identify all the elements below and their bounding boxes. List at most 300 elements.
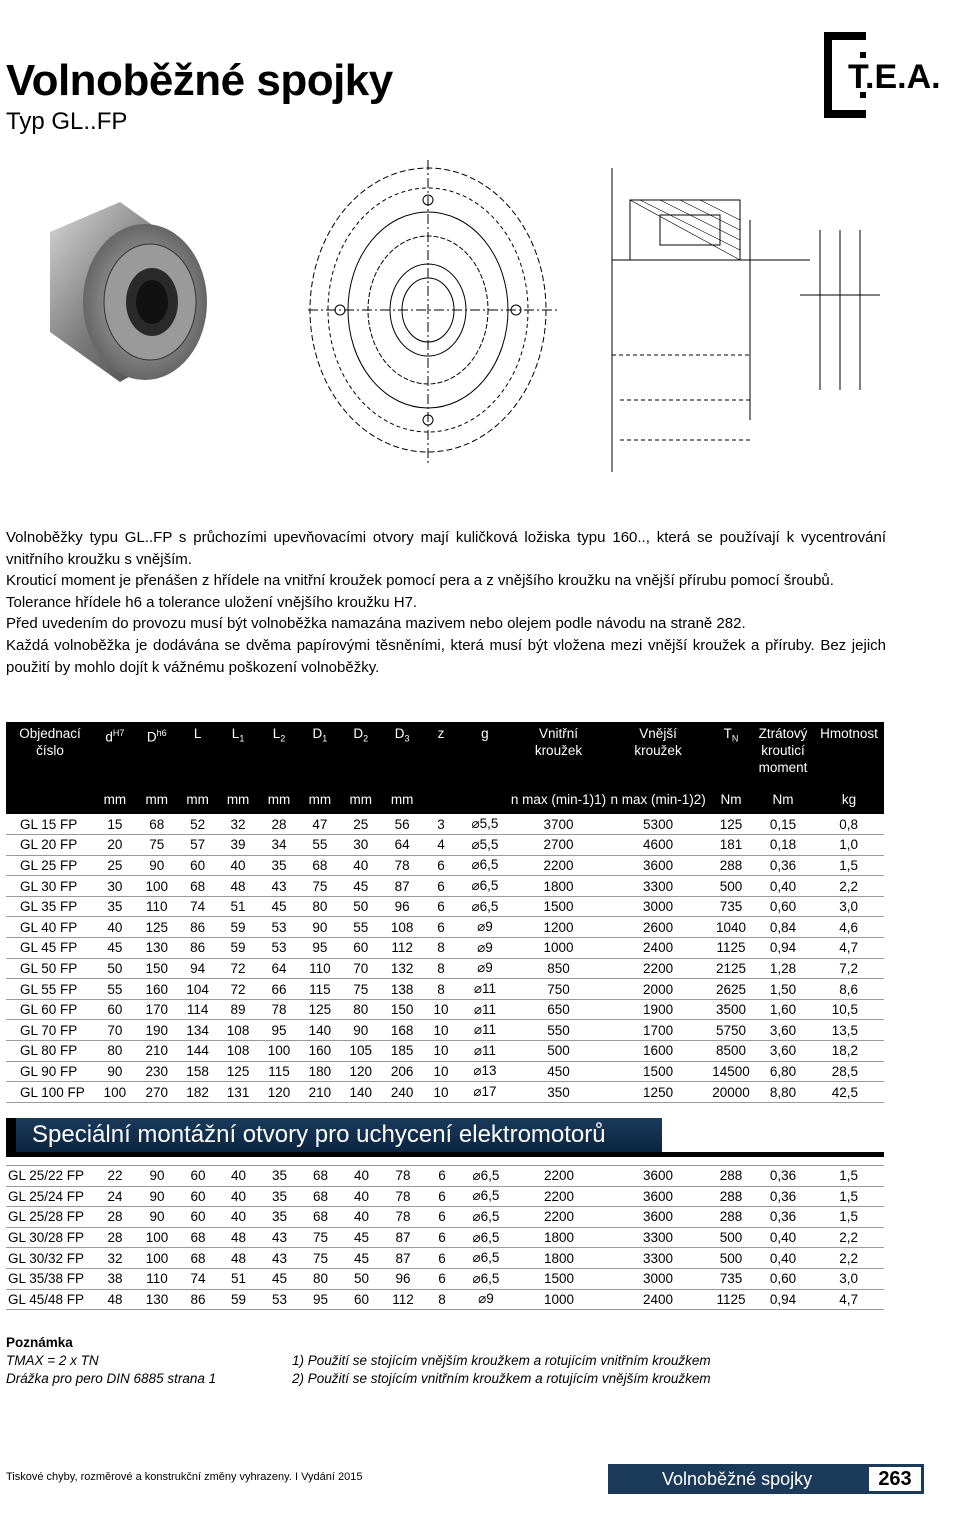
order-number-cell: GL 60 FP xyxy=(6,999,94,1020)
table-cell: 0,8 xyxy=(814,814,884,835)
table-cell: 75 xyxy=(136,835,178,856)
table-cell: 1125 xyxy=(710,1289,752,1310)
table-cell: 80 xyxy=(340,999,381,1020)
table-cell: 35 xyxy=(259,1166,300,1187)
table-cell: 2400 xyxy=(606,938,710,959)
table-cell: 40 xyxy=(94,917,136,938)
table-cell: 1,5 xyxy=(814,1207,884,1228)
special-table-row xyxy=(6,1289,884,1310)
order-number-cell: GL 100 FP xyxy=(6,1082,94,1103)
table-cell: 4,7 xyxy=(814,1289,884,1310)
logo-text: T.E.A. xyxy=(848,58,941,96)
table-cell: 210 xyxy=(136,1041,178,1062)
table-cell: ⌀6,5 xyxy=(460,1166,512,1187)
table-cell: 72 xyxy=(218,979,259,1000)
table-cell: 0,60 xyxy=(752,896,814,917)
table-cell: 40 xyxy=(218,1207,259,1228)
description-paragraph: Před uvedením do provozu musí být volnoběžka namazána mazivem nebo olejem podle návodu na straně 282. xyxy=(6,615,746,633)
order-number-cell: GL 80 FP xyxy=(6,1041,94,1062)
product-photo xyxy=(40,192,215,392)
table-cell: ⌀9 xyxy=(460,1289,512,1310)
table-cell: 78 xyxy=(382,1207,424,1228)
table-cell: 288 xyxy=(710,1166,752,1187)
order-number-cell: GL 20 FP xyxy=(6,835,94,856)
table-cell: 8 xyxy=(424,1289,460,1310)
table-cell: 80 xyxy=(94,1041,136,1062)
table-cell: 53 xyxy=(259,1289,300,1310)
table-cell: 78 xyxy=(381,855,423,876)
table-cell: 55 xyxy=(299,835,340,856)
header-D: $D^{h6}$ xyxy=(136,722,178,776)
table-cell: 150 xyxy=(381,999,423,1020)
table-cell: 100 xyxy=(94,1082,136,1103)
table-cell: 1,60 xyxy=(752,999,814,1020)
order-number-cell: GL 15 FP xyxy=(6,814,94,835)
table-cell: 206 xyxy=(381,1061,423,1082)
table-cell: 1800 xyxy=(512,1248,606,1269)
special-table-row xyxy=(6,1268,884,1289)
special-section-header xyxy=(6,1118,662,1152)
table-cell: 131 xyxy=(218,1082,259,1103)
table-cell: ⌀9 xyxy=(459,917,511,938)
footnote: 2) Použití se stojícím vnitřním kroužkem a rotujícím vnějším kroužkem xyxy=(292,1371,711,1386)
table-cell: 0,94 xyxy=(752,938,814,959)
table-cell: 70 xyxy=(340,958,381,979)
table-cell: 6 xyxy=(424,1227,460,1248)
table-cell: ⌀6,5 xyxy=(459,896,511,917)
unit-mm: mm xyxy=(178,776,218,814)
table-cell: 90 xyxy=(136,1207,178,1228)
table-cell: 1,50 xyxy=(752,979,814,1000)
table-cell: 0,36 xyxy=(752,1166,814,1187)
table-cell: 6 xyxy=(423,917,459,938)
table-cell: 42,5 xyxy=(814,1082,884,1103)
table-row xyxy=(6,1061,884,1082)
header-inner-ring: Vnitřní kroužek xyxy=(511,722,606,776)
table-cell: 2200 xyxy=(606,958,710,979)
table-cell: 52 xyxy=(178,814,218,835)
table-cell: 75 xyxy=(340,979,381,1000)
order-number-cell: GL 45/48 FP xyxy=(6,1289,94,1310)
table-cell: 55 xyxy=(94,979,136,1000)
header-mass: Hmotnost xyxy=(814,722,884,776)
table-cell: 78 xyxy=(382,1166,424,1187)
table-cell: 3,0 xyxy=(814,896,884,917)
table-cell: ⌀9 xyxy=(459,958,511,979)
table-cell: 0,84 xyxy=(752,917,814,938)
table-cell: 2625 xyxy=(710,979,752,1000)
table-cell: ⌀17 xyxy=(459,1082,511,1103)
table-cell: 125 xyxy=(299,999,340,1020)
table-cell: 86 xyxy=(178,917,218,938)
table-cell: 7,2 xyxy=(814,958,884,979)
table-cell: 134 xyxy=(178,1020,218,1041)
footnote: 1) Použití se stojícím vnějším kroužkem a rotujícím vnitřním kroužkem xyxy=(292,1353,711,1368)
table-row xyxy=(6,958,884,979)
table-cell: 50 xyxy=(340,896,381,917)
table-cell: 13,5 xyxy=(814,1020,884,1041)
table-cell: 60 xyxy=(178,1186,218,1207)
table-cell: ⌀6,5 xyxy=(460,1268,512,1289)
table-cell: 170 xyxy=(136,999,178,1020)
table-cell: 40 xyxy=(341,1166,382,1187)
table-row xyxy=(6,917,884,938)
table-cell: 1800 xyxy=(512,1227,606,1248)
order-number-cell: GL 70 FP xyxy=(6,1020,94,1041)
footer-section-box xyxy=(608,1464,924,1494)
table-cell: 6 xyxy=(423,876,459,897)
table-cell: 4 xyxy=(423,835,459,856)
table-cell: 94 xyxy=(178,958,218,979)
table-cell: 105 xyxy=(340,1041,381,1062)
table-cell: 0,36 xyxy=(752,1207,814,1228)
table-cell: 87 xyxy=(382,1227,424,1248)
footer-disclaimer: Tiskové chyby, rozměrové a konstrukční změny vyhrazeny. I Vydání 2015 xyxy=(6,1471,363,1483)
order-number-cell: GL 30 FP xyxy=(6,876,94,897)
table-cell: 3000 xyxy=(606,1268,710,1289)
table-cell: 8500 xyxy=(710,1041,752,1062)
table-cell: 288 xyxy=(710,1186,752,1207)
table-cell: 0,15 xyxy=(752,814,814,835)
table-cell: 48 xyxy=(218,1248,259,1269)
table-cell: 87 xyxy=(382,1248,424,1269)
table-cell: ⌀13 xyxy=(459,1061,511,1082)
table-cell: 48 xyxy=(218,876,259,897)
table-cell: 10 xyxy=(423,999,459,1020)
table-cell: ⌀6,5 xyxy=(460,1227,512,1248)
table-cell: 1200 xyxy=(511,917,606,938)
header-TN: $T_N$ xyxy=(710,722,752,776)
table-row xyxy=(6,896,884,917)
table-cell: 3300 xyxy=(606,876,710,897)
table-cell: 35 xyxy=(94,896,136,917)
table-cell: 68 xyxy=(300,1207,341,1228)
header-g: g xyxy=(459,722,511,776)
table-cell: 6 xyxy=(424,1268,460,1289)
table-cell: 210 xyxy=(299,1082,340,1103)
table-cell: 110 xyxy=(136,1268,178,1289)
table-cell: 6 xyxy=(423,855,459,876)
table-cell: 38 xyxy=(94,1268,136,1289)
table-cell: 3300 xyxy=(606,1248,710,1269)
table-cell: 68 xyxy=(136,814,178,835)
table-cell: 28 xyxy=(94,1207,136,1228)
table-cell: 0,40 xyxy=(752,1248,814,1269)
table-cell: ⌀6,5 xyxy=(459,855,511,876)
table-cell: 160 xyxy=(136,979,178,1000)
table-cell: 51 xyxy=(218,896,259,917)
table-cell: 288 xyxy=(710,1207,752,1228)
order-number-cell: GL 25/24 FP xyxy=(6,1186,94,1207)
table-cell: 86 xyxy=(178,1289,218,1310)
section-view-drawing xyxy=(600,160,885,478)
table-cell: 6,80 xyxy=(752,1061,814,1082)
unit-mm: mm xyxy=(299,776,340,814)
table-cell: 132 xyxy=(381,958,423,979)
unit-mm: mm xyxy=(218,776,259,814)
description-paragraph: Krouticí moment je přenášen z hřídele na vnitřní kroužek pomocí pera a z vnějšího kroužku na vnější přírubu pomocí šroubů. xyxy=(6,572,834,590)
header-d: $d^{H7}$ xyxy=(94,722,136,776)
table-cell: 86 xyxy=(178,938,218,959)
table-cell: ⌀6,5 xyxy=(460,1248,512,1269)
table-cell: 60 xyxy=(340,938,381,959)
table-row xyxy=(6,876,884,897)
page-title: Volnoběžné spojky xyxy=(6,56,393,105)
table-cell: 40 xyxy=(218,855,259,876)
header-z: z xyxy=(423,722,459,776)
table-cell: 90 xyxy=(299,917,340,938)
table-cell: 130 xyxy=(136,1289,178,1310)
table-cell: 240 xyxy=(381,1082,423,1103)
table-cell: 75 xyxy=(299,876,340,897)
table-cell: 120 xyxy=(340,1061,381,1082)
table-cell: 270 xyxy=(136,1082,178,1103)
table-cell: 2400 xyxy=(606,1289,710,1310)
table-row xyxy=(6,835,884,856)
table-cell: ⌀5,5 xyxy=(459,814,511,835)
table-cell: 1000 xyxy=(512,1289,606,1310)
table-cell: 1250 xyxy=(606,1082,710,1103)
table-cell: 6 xyxy=(423,896,459,917)
table-cell: ⌀6,5 xyxy=(460,1207,512,1228)
table-cell: 96 xyxy=(381,896,423,917)
order-number-cell: GL 35 FP xyxy=(6,896,94,917)
special-table-row xyxy=(6,1186,884,1207)
table-cell: 1500 xyxy=(512,1268,606,1289)
table-cell: 3600 xyxy=(606,1186,710,1207)
special-table-row xyxy=(6,1207,884,1228)
table-cell: 3500 xyxy=(710,999,752,1020)
table-cell: ⌀11 xyxy=(459,1041,511,1062)
table-cell: 108 xyxy=(218,1041,259,1062)
table-cell: 74 xyxy=(178,1268,218,1289)
special-table-row xyxy=(6,1166,884,1187)
table-cell: ⌀5,5 xyxy=(459,835,511,856)
header-loss-torque: Ztrátový krouticí moment xyxy=(752,722,814,776)
table-cell: 53 xyxy=(259,938,300,959)
table-cell: 50 xyxy=(341,1268,382,1289)
table-cell: 30 xyxy=(94,876,136,897)
table-cell: 550 xyxy=(511,1020,606,1041)
table-cell: 180 xyxy=(299,1061,340,1082)
table-cell: 59 xyxy=(218,917,259,938)
table-cell: 115 xyxy=(259,1061,300,1082)
table-cell: 100 xyxy=(136,1248,178,1269)
table-cell: 60 xyxy=(178,855,218,876)
table-cell: 45 xyxy=(94,938,136,959)
order-number-cell: GL 30/32 FP xyxy=(6,1248,94,1269)
table-cell: 56 xyxy=(381,814,423,835)
table-cell: 64 xyxy=(259,958,300,979)
table-cell: 48 xyxy=(94,1289,136,1310)
order-number-cell: GL 40 FP xyxy=(6,917,94,938)
order-number-cell: GL 25/22 FP xyxy=(6,1166,94,1187)
table-cell: 168 xyxy=(381,1020,423,1041)
table-cell: 3300 xyxy=(606,1227,710,1248)
table-cell: 32 xyxy=(94,1248,136,1269)
table-row xyxy=(6,1082,884,1103)
table-cell: 2200 xyxy=(511,855,606,876)
header-D1: $D_1$ xyxy=(299,722,340,776)
table-row xyxy=(6,1020,884,1041)
table-cell: 24 xyxy=(94,1186,136,1207)
table-cell: 500 xyxy=(710,1227,752,1248)
table-cell: 108 xyxy=(218,1020,259,1041)
table-cell: 158 xyxy=(178,1061,218,1082)
table-cell: 2200 xyxy=(512,1186,606,1207)
table-cell: 20000 xyxy=(710,1082,752,1103)
table-cell: 125 xyxy=(136,917,178,938)
table-cell: 500 xyxy=(511,1041,606,1062)
table-cell: 15 xyxy=(94,814,136,835)
unit-Nm: Nm xyxy=(710,776,752,814)
table-cell: 18,2 xyxy=(814,1041,884,1062)
table-cell: 34 xyxy=(259,835,300,856)
dimensions-table xyxy=(6,722,884,1103)
table-cell: 68 xyxy=(300,1166,341,1187)
page-number: 263 xyxy=(869,1467,921,1491)
table-cell: 45 xyxy=(259,896,300,917)
table-cell: 75 xyxy=(300,1227,341,1248)
tea-logo xyxy=(818,30,946,120)
table-cell: 100 xyxy=(136,1227,178,1248)
table-cell: 1,28 xyxy=(752,958,814,979)
table-cell: 59 xyxy=(218,1289,259,1310)
table-cell: 750 xyxy=(511,979,606,1000)
table-cell: 59 xyxy=(218,938,259,959)
table-cell: ⌀6,5 xyxy=(460,1186,512,1207)
special-table-row xyxy=(6,1227,884,1248)
order-number-cell: GL 25/28 FP xyxy=(6,1207,94,1228)
table-cell: 40 xyxy=(340,855,381,876)
table-cell: 90 xyxy=(94,1061,136,1082)
table-cell: 40 xyxy=(341,1186,382,1207)
table-cell: 40 xyxy=(218,1166,259,1187)
table-cell: 10 xyxy=(423,1041,459,1062)
table-cell: 95 xyxy=(300,1289,341,1310)
unit-nmax-inner: n max (min-1)1) xyxy=(511,776,606,814)
front-view-drawing xyxy=(308,160,566,468)
table-cell: 43 xyxy=(259,1248,300,1269)
table-cell: 3600 xyxy=(606,1207,710,1228)
page-subtitle: Typ GL..FP xyxy=(6,108,128,135)
header-L1: $L_1$ xyxy=(218,722,259,776)
divider xyxy=(6,1152,884,1157)
notes-heading: Poznámka xyxy=(6,1335,73,1350)
table-cell: 10,5 xyxy=(814,999,884,1020)
table-cell: 150 xyxy=(136,958,178,979)
table-cell: ⌀11 xyxy=(459,1020,511,1041)
table-cell: 8,80 xyxy=(752,1082,814,1103)
footnotes xyxy=(292,1352,711,1388)
order-number-cell: GL 45 FP xyxy=(6,938,94,959)
table-cell: 28 xyxy=(259,814,300,835)
table-cell: 95 xyxy=(259,1020,300,1041)
table-cell: 35 xyxy=(259,1207,300,1228)
table-cell: 104 xyxy=(178,979,218,1000)
table-cell: 25 xyxy=(94,855,136,876)
table-cell: 130 xyxy=(136,938,178,959)
table-cell: 43 xyxy=(259,876,300,897)
order-number-cell: GL 25 FP xyxy=(6,855,94,876)
table-cell: 3 xyxy=(423,814,459,835)
table-cell: 1500 xyxy=(606,1061,710,1082)
table-cell: 185 xyxy=(381,1041,423,1062)
unit-mm: mm xyxy=(259,776,300,814)
table-cell: 0,40 xyxy=(752,1227,814,1248)
table-cell: 181 xyxy=(710,835,752,856)
table-cell: 5300 xyxy=(606,814,710,835)
order-number-cell: GL 50 FP xyxy=(6,958,94,979)
table-row xyxy=(6,855,884,876)
table-cell: 57 xyxy=(178,835,218,856)
table-cell: 90 xyxy=(136,855,178,876)
table-cell: 72 xyxy=(218,958,259,979)
table-cell: 2,2 xyxy=(814,876,884,897)
table-cell: 14500 xyxy=(710,1061,752,1082)
table-cell: 50 xyxy=(94,958,136,979)
unit-mm: mm xyxy=(381,776,423,814)
description xyxy=(6,527,886,678)
table-cell: 4,6 xyxy=(814,917,884,938)
table-cell: 75 xyxy=(300,1248,341,1269)
header-D3: $D_3$ xyxy=(381,722,423,776)
table-cell: 3,60 xyxy=(752,1020,814,1041)
table-cell: 74 xyxy=(178,896,218,917)
table-cell: 110 xyxy=(299,958,340,979)
table-cell: 45 xyxy=(341,1248,382,1269)
notes xyxy=(6,1334,216,1388)
table-cell: 68 xyxy=(299,855,340,876)
table-cell: 60 xyxy=(341,1289,382,1310)
table-cell: 8 xyxy=(423,958,459,979)
table-cell: 5750 xyxy=(710,1020,752,1041)
table-cell: 1900 xyxy=(606,999,710,1020)
table-cell: 89 xyxy=(218,999,259,1020)
table-cell: 140 xyxy=(299,1020,340,1041)
table-cell: 112 xyxy=(382,1289,424,1310)
table-cell: 66 xyxy=(259,979,300,1000)
table-cell: 45 xyxy=(341,1227,382,1248)
table-cell: 96 xyxy=(382,1268,424,1289)
table-cell: 1800 xyxy=(511,876,606,897)
table-cell: 48 xyxy=(218,1227,259,1248)
unit-mm: mm xyxy=(94,776,136,814)
table-cell: 68 xyxy=(300,1186,341,1207)
table-cell: 1,5 xyxy=(814,855,884,876)
table-cell: ⌀11 xyxy=(459,979,511,1000)
table-row xyxy=(6,938,884,959)
header-L: L xyxy=(178,722,218,776)
table-cell: 55 xyxy=(340,917,381,938)
table-cell: 6 xyxy=(424,1207,460,1228)
table-cell: 28,5 xyxy=(814,1061,884,1082)
table-cell: 2,2 xyxy=(814,1248,884,1269)
table-cell: 68 xyxy=(178,1248,218,1269)
table-cell: 8 xyxy=(423,938,459,959)
table-cell: 108 xyxy=(381,917,423,938)
order-number-cell: GL 35/38 FP xyxy=(6,1268,94,1289)
table-row xyxy=(6,979,884,1000)
table-cell: 1600 xyxy=(606,1041,710,1062)
order-number-cell: GL 55 FP xyxy=(6,979,94,1000)
table-cell: 1000 xyxy=(511,938,606,959)
table-cell: 140 xyxy=(340,1082,381,1103)
table-row xyxy=(6,814,884,835)
table-cell: 25 xyxy=(340,814,381,835)
table-cell: 120 xyxy=(259,1082,300,1103)
table-cell: 1125 xyxy=(710,938,752,959)
